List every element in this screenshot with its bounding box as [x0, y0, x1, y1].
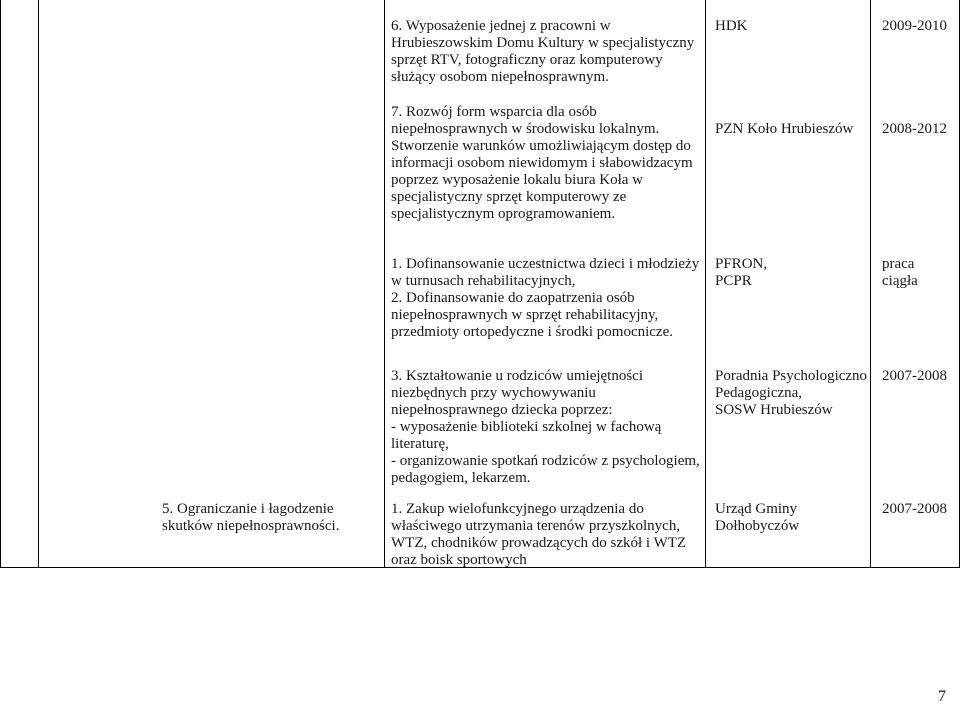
partner-cell	[715, 501, 865, 535]
partner-cell	[715, 18, 865, 35]
period-text: praca ciągła	[882, 256, 918, 289]
period-text: 2009-2010	[882, 18, 947, 34]
page-number: 7	[938, 688, 946, 705]
table-border	[38, 0, 39, 568]
period-cell	[882, 501, 954, 518]
partner-cell	[715, 121, 865, 138]
period-cell	[882, 256, 954, 290]
partner-cell	[715, 368, 869, 419]
period-cell	[882, 368, 954, 385]
task-text: 6. Wyposażenie jednej z pracowni w Hrubieszowskim Domu Kultury w specjalistyczny sprzęt RTV, fotograficzny oraz komputerowy służący osobom niepełnosprawnym.	[391, 18, 695, 85]
partner-text: PZN Koło Hrubieszów	[715, 121, 854, 137]
period-cell	[882, 121, 954, 138]
table-border	[870, 0, 871, 568]
period-text: 2008-2012	[882, 121, 947, 137]
goal-text: 5. Ograniczanie i łagodzenie skutków niepełnosprawności.	[162, 501, 340, 534]
period-text: 2007-2008	[882, 501, 947, 517]
task-text: 7. Rozwój form wsparcia dla osób niepełnosprawnych w środowisku lokalnym. Stworzenie warunków umożliwiającym dostęp do informacji osobom niewidomym i słabowidzacym poprzez wyposażenie lokalu biura Koła w specjalistyczny sprzęt komputerowy ze specjalistycznym oprogramowaniem.	[391, 104, 693, 222]
task-text: 1. Zakup wielofunkcyjnego urządzenia do właściwego utrzymania terenów przyszkolnych, WTZ, chodników prowadzących do szkół i WTZ oraz boisk sportowych	[391, 501, 687, 568]
task-cell	[391, 104, 701, 223]
task-text: 1. Dofinansowanie uczestnictwa dzieci i młodzieży w turnusach rehabilitacyjnych, 2. Dofinansowanie do zaopatrzenia osób niepełnosprawnych w sprzęt rehabilitacyjny, przedmioty ortopedyczne i środki pomocnicze.	[391, 256, 700, 340]
partner-text: Urząd Gminy Dołhobyczów	[715, 501, 800, 534]
task-cell	[391, 256, 701, 341]
goal-cell	[162, 501, 382, 535]
table-border	[0, 0, 1, 568]
table-border	[384, 0, 385, 568]
task-text: 3. Kształtowanie u rodziców umiejętności niezbędnych przy wychowywaniu niepełnosprawnego dziecka poprzez: - wyposażenie biblioteki szkolnej w fachową literaturę, - organizowanie spotkań rodziców z psychologiem, pedagogiem, lekarzem.	[391, 368, 700, 486]
partner-cell	[715, 256, 865, 290]
partner-text: PFRON, PCPR	[715, 256, 768, 289]
partner-text: Poradnia Psychologiczno Pedagogiczna, SOSW Hrubieszów	[715, 368, 868, 418]
partner-text: HDK	[715, 18, 748, 34]
task-cell	[391, 501, 701, 569]
task-cell	[391, 18, 701, 86]
task-cell	[391, 368, 701, 487]
period-text: 2007-2008	[882, 368, 947, 384]
table-border	[705, 0, 706, 568]
period-cell	[882, 18, 954, 35]
